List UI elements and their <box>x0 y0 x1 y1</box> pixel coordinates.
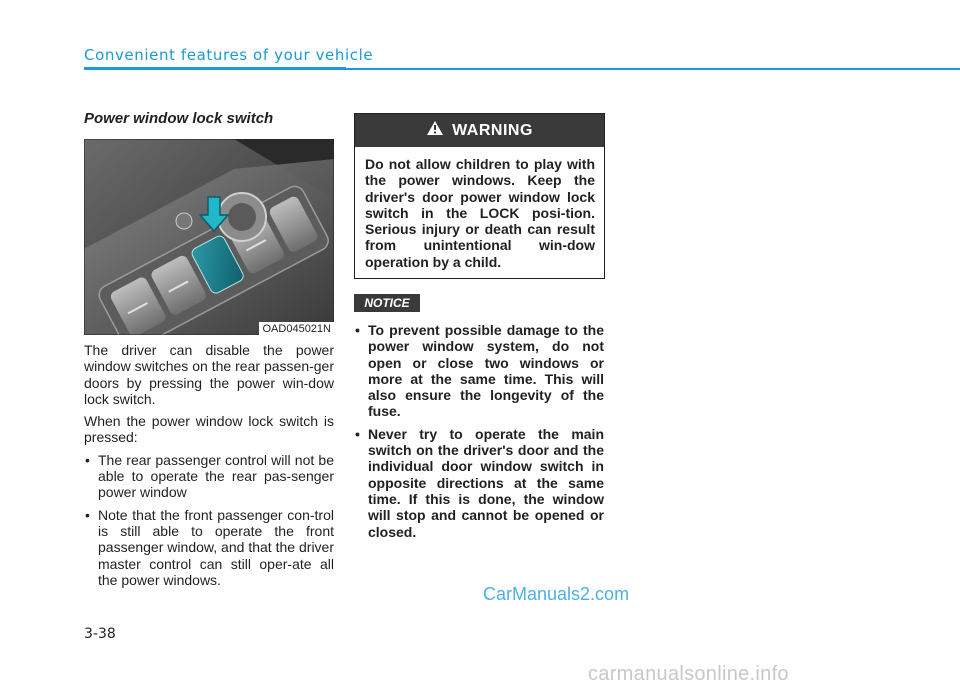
power-window-switch-photo <box>84 139 334 335</box>
when-paragraph: When the power window lock switch is pressed: <box>84 413 334 446</box>
notice-badge: NOTICE <box>354 294 420 312</box>
lock-effects-list <box>84 452 334 588</box>
list-item: • To prevent possible damage to the power window system, do not open or close two windows or more at the same time. This will also ensure the longevity of the fuse. <box>354 322 604 420</box>
figure-code: OAD045021N <box>259 322 335 335</box>
warning-text: Do not allow children to play with the power windows. Keep the driver's door power window lock switch in the LOCK posi-tion. Serious injury or death can result from unintentional win-dow operation by a child. <box>365 156 595 270</box>
page-number: 3-38 <box>84 626 116 642</box>
notice-list <box>354 322 604 546</box>
header-rule-thick <box>84 67 346 70</box>
list-item: • The rear passenger control will not be able to operate the rear pas-senger power window <box>84 452 334 501</box>
chapter-header: Convenient features of your vehicle <box>84 46 374 64</box>
watermark-carmanuals2: CarManuals2.com <box>483 584 630 604</box>
intro-paragraph: The driver can disable the power window switches on the rear passen-ger doors by pressing the power win-dow lock switch. <box>84 342 334 407</box>
warning-box <box>354 113 605 279</box>
header-rule-thin <box>346 68 960 70</box>
warning-triangle-icon <box>426 120 444 141</box>
list-item: • Note that the front passenger con-trol is still able to operate the front passenger window, and that the driver master control can still oper-ate all the power windows. <box>84 507 334 588</box>
list-item: • Never try to operate the main switch on the driver's door and the individual door window switch in opposite directions at the same time. If this is done, the window will stop and cannot be opened or closed. <box>354 426 604 540</box>
section-title: Power window lock switch <box>84 110 274 127</box>
body-text <box>84 342 334 594</box>
watermark-carmanualsonline: carmanualsonline.info <box>588 663 789 685</box>
warning-heading: WARNING <box>452 121 533 139</box>
warning-header <box>355 114 604 147</box>
door-panel-illustration <box>84 139 334 335</box>
